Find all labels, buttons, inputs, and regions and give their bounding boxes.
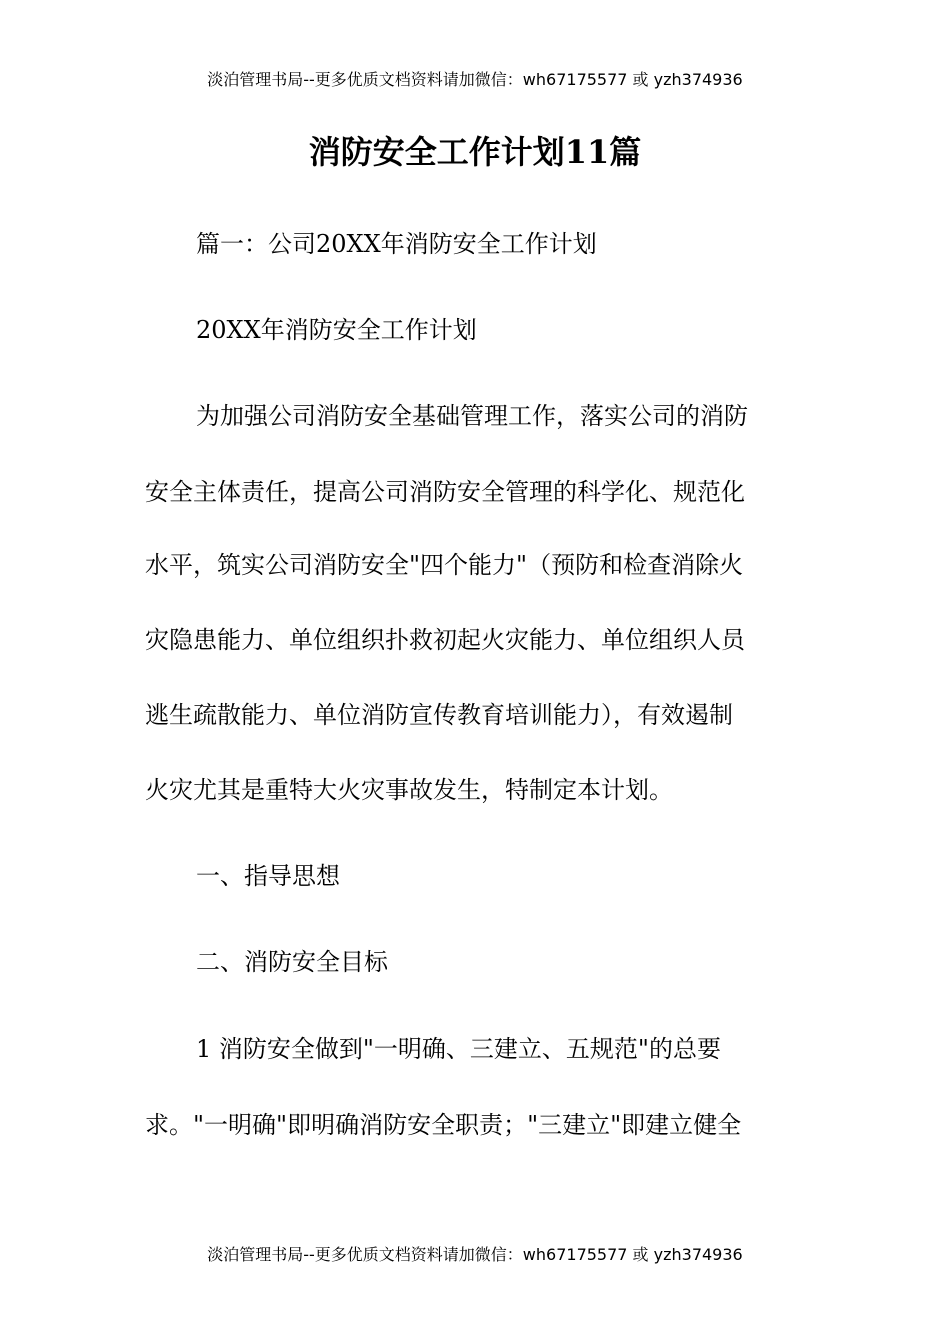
intro-line: 为加强公司消防安全基础管理工作，落实公司的消防 xyxy=(196,402,748,430)
footer-note: 淡泊管理书局--更多优质文档资料请加微信：wh67175577 或 yzh374936 xyxy=(207,1245,743,1264)
item-line: 1 消防安全做到"一明确、三建立、五规范"的总要 xyxy=(196,1035,721,1063)
intro-line: 火灾尤其是重特大火灾事故发生，特制定本计划。 xyxy=(145,776,673,804)
item-line: 求。"一明确"即明确消防安全职责；"三建立"即建立健全 xyxy=(145,1111,742,1139)
heading-safety-goals: 二、消防安全目标 xyxy=(196,948,388,976)
section-heading: 篇一：公司20XX年消防安全工作计划 xyxy=(196,230,597,258)
intro-line: 水平，筑实公司消防安全"四个能力"（预防和检查消除火 xyxy=(145,551,744,579)
intro-line: 灾隐患能力、单位组织扑救初起火灾能力、单位组织人员 xyxy=(145,626,745,654)
heading-guiding-principle: 一、指导思想 xyxy=(196,862,340,890)
header-note: 淡泊管理书局--更多优质文档资料请加微信：wh67175577 或 yzh374936 xyxy=(207,70,743,89)
sub-title: 20XX年消防安全工作计划 xyxy=(196,316,477,344)
intro-line: 逃生疏散能力、单位消防宣传教育培训能力），有效遏制 xyxy=(145,701,733,729)
intro-line: 安全主体责任，提高公司消防安全管理的科学化、规范化 xyxy=(145,478,745,506)
document-title: 消防安全工作计划11篇 xyxy=(308,133,642,171)
